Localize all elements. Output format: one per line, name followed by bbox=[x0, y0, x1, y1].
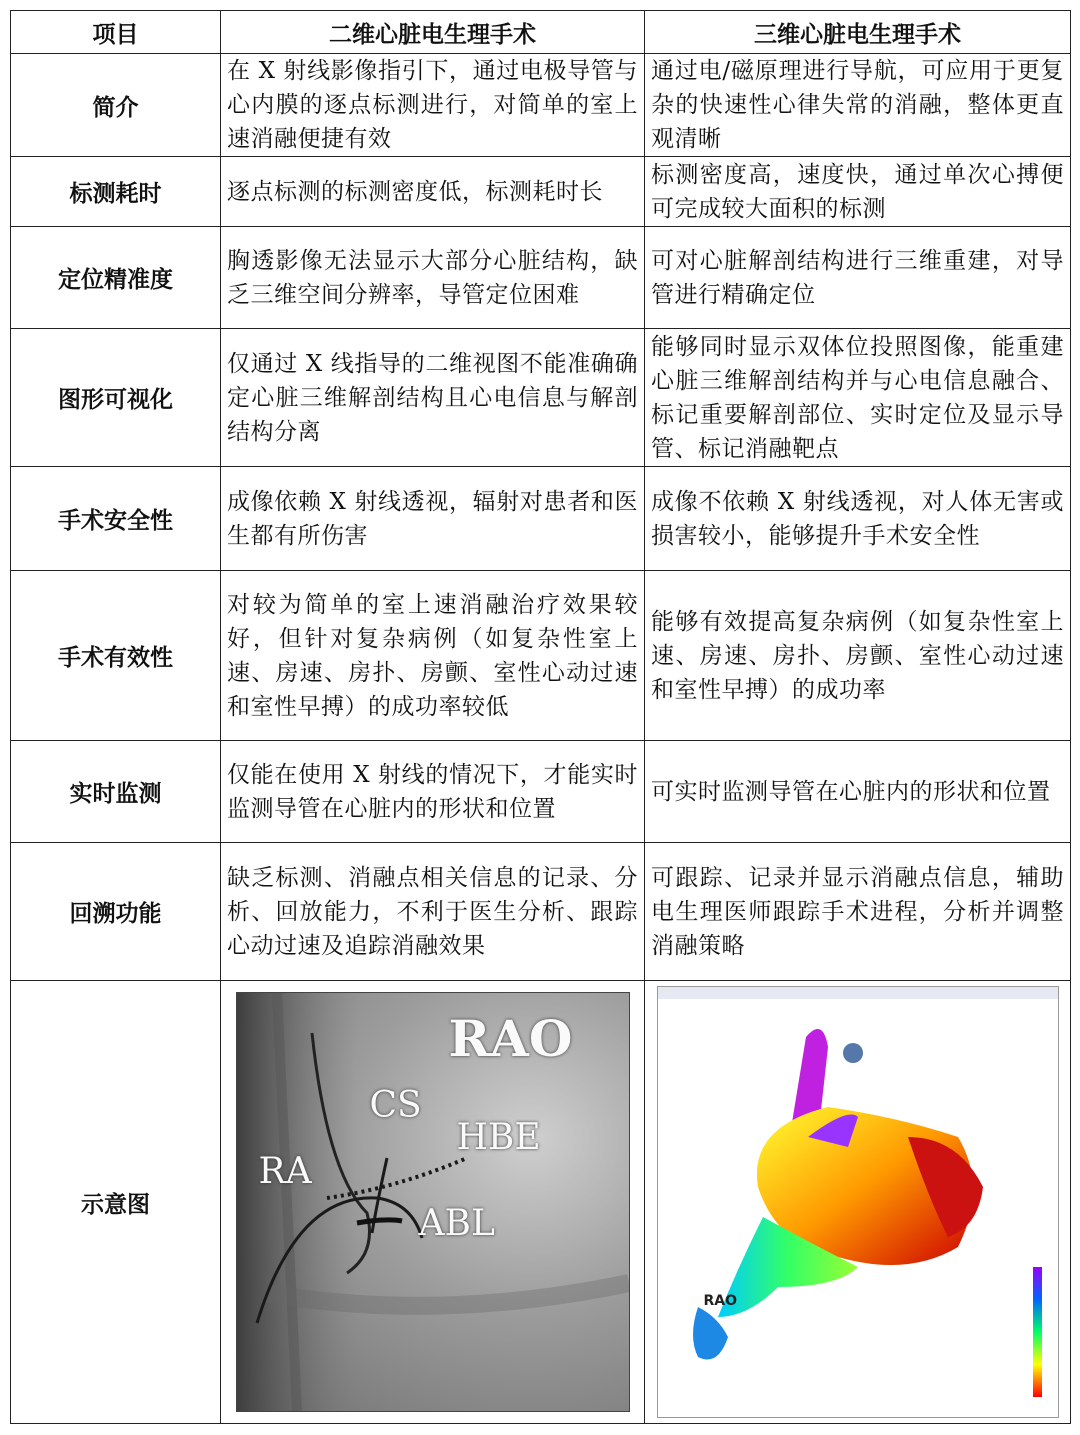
xray-label-rao: RAO bbox=[448, 1009, 573, 1068]
row-3d-cell: 成像不依赖 X 射线透视，对人体无害或损害较小，能够提升手术安全性 bbox=[645, 467, 1071, 571]
xray-label-cs: CS bbox=[369, 1085, 422, 1126]
row-3d-cell: 可跟踪、记录并显示消融点信息，辅助电生理医师跟踪手术进程，分析并调整消融策略 bbox=[645, 843, 1071, 981]
row-3d-cell: 能够同时显示双体位投照图像，能重建心脏三维解剖结构并与心电信息融合、标记重要解剖部位、实时定位及显示导管、标记消融靶点 bbox=[645, 329, 1071, 467]
3d-electroanatomic-map bbox=[657, 986, 1059, 1418]
row-3d-cell: 通过电/磁原理进行导航，可应用于更复杂的快速性心律失常的消融，整体更直观清晰 bbox=[645, 54, 1071, 157]
table-row bbox=[11, 329, 1071, 467]
diagram-row bbox=[11, 981, 1071, 1424]
table-row bbox=[11, 54, 1071, 157]
row-item-label: 定位精准度 bbox=[11, 227, 221, 329]
row-item-label: 图形可视化 bbox=[11, 329, 221, 467]
header-item: 项目 bbox=[11, 11, 221, 54]
xray-label-hbe: HBE bbox=[456, 1117, 541, 1158]
xray-fluoroscopy-image bbox=[236, 992, 630, 1412]
table-row bbox=[11, 227, 1071, 329]
row-item-label: 手术安全性 bbox=[11, 467, 221, 571]
row-2d-cell: 仅通过 X 线指导的二维视图不能准确确定心脏三维解剖结构且心电信息与解剖结构分离 bbox=[221, 329, 645, 467]
table-row bbox=[11, 571, 1071, 741]
row-item-label: 实时监测 bbox=[11, 741, 221, 843]
table-row bbox=[11, 741, 1071, 843]
row-3d-cell: 可对心脏解剖结构进行三维重建，对导管进行精确定位 bbox=[645, 227, 1071, 329]
row-item-label: 简介 bbox=[11, 54, 221, 157]
table-row bbox=[11, 467, 1071, 571]
xray-label-abl: ABL bbox=[418, 1203, 495, 1244]
row-2d-cell: 对较为简单的室上速消融治疗效果较好，但针对复杂病例（如复杂性室上速、房速、房扑、房颤、室性心动过速和室性早搏）的成功率较低 bbox=[221, 571, 645, 741]
comparison-table bbox=[10, 10, 1071, 1424]
row-item-label: 回溯功能 bbox=[11, 843, 221, 981]
xray-image-cell bbox=[221, 981, 645, 1424]
row-2d-cell: 逐点标测的标测密度低，标测耗时长 bbox=[221, 157, 645, 227]
3d-heart-reconstruction bbox=[658, 987, 1058, 1417]
map-label-rao: RAO bbox=[703, 1293, 738, 1309]
table-row bbox=[11, 843, 1071, 981]
table-row bbox=[11, 157, 1071, 227]
row-3d-cell: 可实时监测导管在心脏内的形状和位置 bbox=[645, 741, 1071, 843]
row-item-label: 示意图 bbox=[11, 981, 221, 1424]
row-2d-cell: 仅能在使用 X 射线的情况下，才能实时监测导管在心脏内的形状和位置 bbox=[221, 741, 645, 843]
row-item-label: 手术有效性 bbox=[11, 571, 221, 741]
header-2d-surgery: 二维心脏电生理手术 bbox=[221, 11, 645, 54]
row-3d-cell: 标测密度高，速度快，通过单次心搏便可完成较大面积的标测 bbox=[645, 157, 1071, 227]
row-2d-cell: 缺乏标测、消融点相关信息的记录、分析、回放能力，不利于医生分析、跟踪心动过速及追踪消融效果 bbox=[221, 843, 645, 981]
map-image-cell bbox=[645, 981, 1071, 1424]
row-2d-cell: 在 X 射线影像指引下，通过电极导管与心内膜的逐点标测进行，对简单的室上速消融便捷有效 bbox=[221, 54, 645, 157]
row-2d-cell: 胸透影像无法显示大部分心脏结构，缺乏三维空间分辨率，导管定位困难 bbox=[221, 227, 645, 329]
header-row bbox=[11, 11, 1071, 54]
header-3d-surgery: 三维心脏电生理手术 bbox=[645, 11, 1071, 54]
row-2d-cell: 成像依赖 X 射线透视，辐射对患者和医生都有所伤害 bbox=[221, 467, 645, 571]
row-item-label: 标测耗时 bbox=[11, 157, 221, 227]
row-3d-cell: 能够有效提高复杂病例（如复杂性室上速、房速、房扑、房颤、室性心动过速和室性早搏）的成功率 bbox=[645, 571, 1071, 741]
xray-label-ra: RA bbox=[258, 1151, 312, 1192]
